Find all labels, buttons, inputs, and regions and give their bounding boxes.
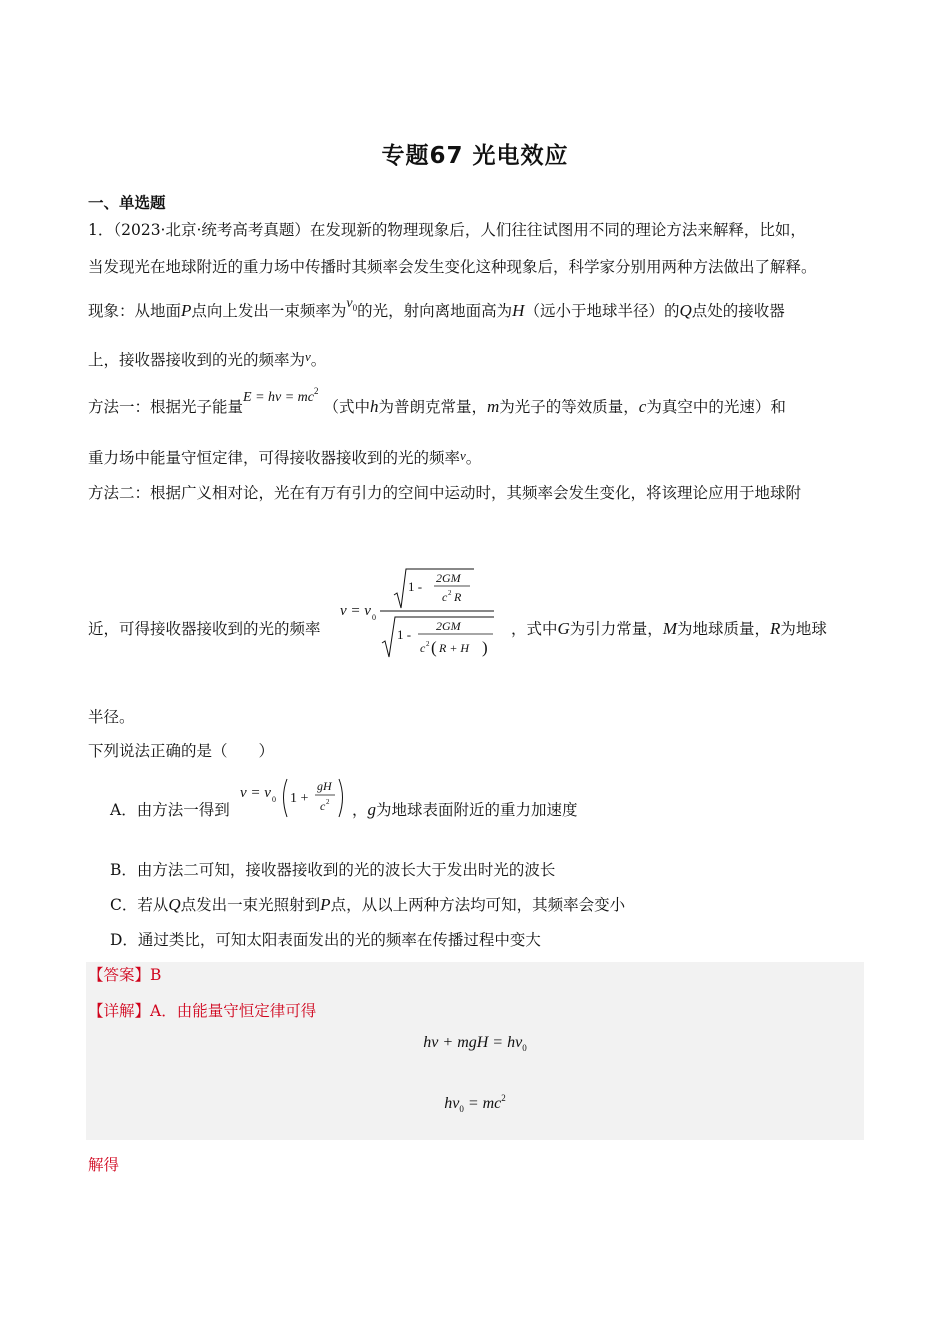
option-a-formula: [238, 775, 350, 823]
formula-svg: [238, 775, 350, 823]
text-span: C．若从: [110, 896, 169, 914]
solve-label: 解得: [88, 1156, 120, 1174]
option-b: B．由方法二可知，接收器接收到的光的波长大于发出时光的波长: [110, 861, 556, 879]
method-two-line-2a: 近，可得接收器接收到的光的频率: [88, 620, 321, 638]
text-span: A．由方法一得到: [110, 801, 230, 819]
svg-text:2: 2: [426, 640, 430, 648]
nu-symbol: ν: [305, 349, 311, 364]
phenomenon-line: [88, 296, 785, 323]
section-heading: 一、单选题: [88, 194, 166, 212]
var-p: P: [320, 895, 331, 914]
method-two-line-1: 方法二：根据广义相对论，光在有万有引力的空间中运动时，其频率会发生变化，将该理论应用于地球附: [88, 484, 802, 502]
svg-text:1 -: 1 -: [408, 579, 423, 594]
text-span: 为地球表面附近的重力加速度: [376, 801, 578, 819]
text-span: 为地球: [780, 620, 827, 638]
var-h-small: h: [369, 397, 379, 416]
svg-text:gH: gH: [317, 779, 332, 793]
svg-text:1 -: 1 -: [397, 627, 412, 642]
svg-text:0: 0: [372, 613, 376, 622]
option-c: [110, 895, 625, 915]
svg-text:2: 2: [326, 798, 330, 806]
energy-formula: $E = h\nu = mc^2$: [243, 386, 319, 405]
text-span: 为真空中的光速）和: [646, 398, 786, 416]
method-two-line-3: 半径。: [88, 708, 135, 726]
text-span: 的光，射向离地面高为: [357, 302, 513, 320]
question-prompt: 下列说法正确的是（ ）: [88, 742, 275, 760]
answer-label: 【答案】B: [88, 966, 162, 984]
svg-text:(: (: [431, 638, 437, 657]
text-span: （远小于地球半径）的: [524, 302, 680, 320]
text-span: 点发出一束光照射到: [180, 896, 321, 914]
text-span: 为普朗克常量，: [378, 398, 487, 416]
equation-text: = mc: [463, 1095, 502, 1112]
equation-energy-conservation: hν + mgH = $h\nu_0$: [423, 1034, 527, 1053]
var-p: P: [181, 301, 192, 320]
method-one-line: [88, 386, 786, 419]
var-q: Q: [168, 895, 181, 914]
svg-text:1 +: 1 +: [290, 791, 309, 806]
text-span: 点向上发出一束频率为: [191, 302, 347, 320]
text-span: 为光子的等效质量，: [499, 398, 639, 416]
var-m-mass: M: [662, 619, 677, 638]
svg-text:R: R: [454, 590, 462, 604]
svg-text:ν = ν: ν = ν: [240, 785, 271, 801]
nu0-symbol: $\nu_0$: [346, 296, 358, 313]
text-span: ，: [352, 801, 368, 819]
detail-line: [88, 1001, 316, 1021]
svg-text:2GM: 2GM: [436, 571, 461, 585]
text-span: ，式中: [511, 620, 558, 638]
text-span: 为地球质量，: [676, 620, 770, 638]
option-a-tail: [352, 800, 578, 820]
text-span: （式中: [323, 398, 370, 416]
var-r: R: [770, 619, 781, 638]
detail-label: 【详解】: [88, 1002, 151, 1020]
svg-text:c: c: [320, 799, 326, 813]
phenomenon-line-2: [88, 350, 326, 371]
formula-svg: [338, 565, 508, 661]
method-two-line-2b: [511, 619, 827, 639]
detail-text: A．由能量守恒定律可得: [150, 1002, 317, 1020]
svg-text:c: c: [442, 590, 448, 604]
svg-text:R + H: R + H: [439, 641, 470, 655]
question-line-2: 当发现光在地球附近的重力场中传播时其频率会发生变化这种现象后，科学家分别用两种方法做出了解释。: [88, 258, 817, 276]
var-h: H: [512, 301, 525, 320]
var-m: m: [486, 397, 500, 416]
svg-text:2: 2: [448, 589, 452, 597]
text-span: 重力场中能量守恒定律，可得接收器接收到的光的频率: [88, 449, 461, 467]
svg-text:c: c: [420, 641, 426, 655]
equation-text: hν: [444, 1095, 460, 1112]
text-span: 。: [465, 449, 482, 467]
svg-text:): ): [482, 638, 488, 657]
var-g: g: [367, 800, 377, 819]
equation-photon-mass: $h\nu_0 = mc^2$: [444, 1093, 506, 1114]
var-g-const: G: [557, 619, 570, 638]
text-span: 。: [310, 351, 327, 369]
svg-text:0: 0: [272, 795, 276, 804]
method-one-line-2: [88, 448, 481, 469]
page-title: 专题67 光电效应: [381, 143, 569, 169]
var-q: Q: [679, 301, 692, 320]
option-a: [110, 800, 230, 820]
text-span: 方法一：根据光子能量: [88, 398, 244, 416]
svg-text:2GM: 2GM: [436, 619, 461, 633]
var-c: c: [638, 397, 647, 416]
svg-text:ν = ν: ν = ν: [340, 603, 371, 619]
relativity-formula: [338, 565, 508, 661]
text-span: 点处的接收器: [691, 302, 785, 320]
question-line-1: 1．（2023·北京·统考高考真题）在发现新的物理现象后，人们往往试图用不同的理论方法来解释，比如，: [88, 221, 806, 239]
option-d: D．通过类比，可知太阳表面发出的光的频率在传播过程中变大: [110, 931, 541, 949]
nu-symbol: ν: [460, 448, 466, 463]
text-span: 现象：从地面: [88, 302, 182, 320]
equation-text: hν + mgH = hν: [423, 1034, 523, 1051]
text-span: 点，从以上两种方法均可知，其频率会变小: [330, 896, 626, 914]
text-span: 为引力常量，: [569, 620, 663, 638]
text-span: 上，接收器接收到的光的频率为: [88, 351, 306, 369]
formula-text: E = hν = mc: [243, 390, 314, 405]
